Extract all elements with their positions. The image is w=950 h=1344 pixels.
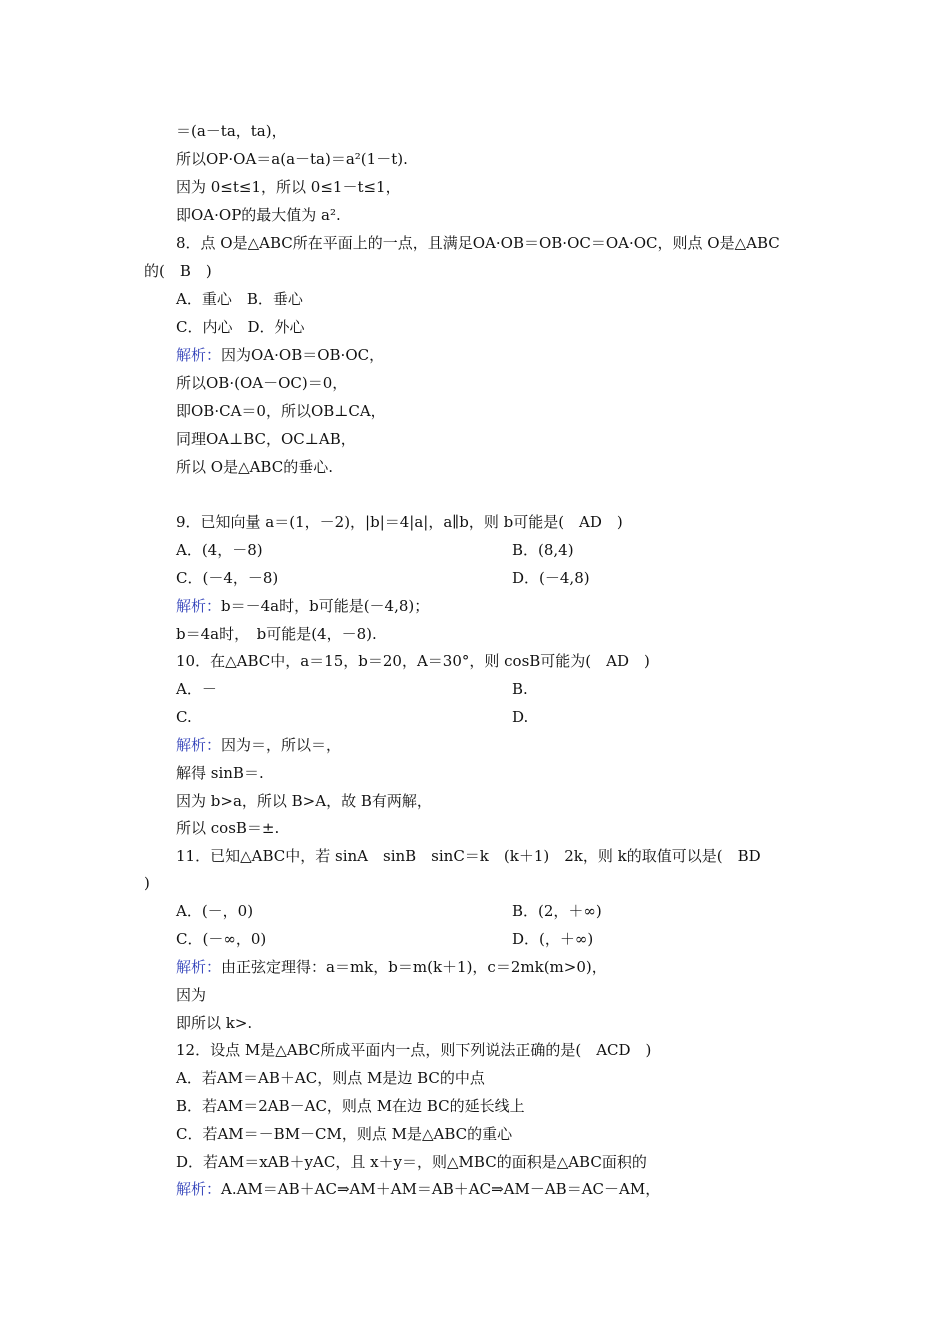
line-3 xyxy=(176,177,401,197)
option-b xyxy=(512,901,602,921)
question-8-stem-cont xyxy=(144,261,212,281)
solution-label: 解析： xyxy=(176,958,222,976)
solution-text: 由正弦定理得：a＝mk，b＝m(k＋1)，c＝2mk(m>0)， xyxy=(221,958,607,976)
option-a-text: A．－ xyxy=(176,680,217,698)
solution-line xyxy=(176,373,347,393)
solution-text: 所以 O是△ABC的垂心. xyxy=(176,458,333,476)
question-8-solution xyxy=(176,345,384,365)
solution-text: A.AM＝AB＋AC⇒AM＋AM＝AB＋AC⇒AM－AB＝AC－AM， xyxy=(221,1180,661,1198)
option-b xyxy=(176,1096,525,1116)
solution-text: 即OB·CA＝0，所以OB⊥CA， xyxy=(176,402,386,420)
question-8-answer: 的( B ) xyxy=(144,262,212,280)
option-a-text: A．若AM＝AB＋AC，则点 M是边 BC的中点 xyxy=(176,1069,485,1087)
option-b xyxy=(512,679,528,699)
question-10-stem xyxy=(176,651,650,671)
solution-label: 解析： xyxy=(176,597,222,615)
solution-label: 解析： xyxy=(176,1180,222,1198)
solution-text: 因为＝，所以＝， xyxy=(221,736,342,754)
line-1-text: ＝(a－ta，ta)， xyxy=(176,122,287,140)
option-a xyxy=(176,1068,485,1088)
option-d xyxy=(512,707,528,727)
solution-text: 因为 b>a，所以 B>A，故 B有两解， xyxy=(176,792,432,810)
solution-text: 所以 cosB＝±. xyxy=(176,819,280,837)
question-9-solution xyxy=(176,596,429,616)
solution-text: 因为 xyxy=(176,986,207,1004)
question-8-stem xyxy=(176,233,780,253)
option-d-text: D．(，＋∞) xyxy=(512,930,594,948)
option-a xyxy=(176,540,263,560)
solution-text: 即所以 k>. xyxy=(176,1014,253,1032)
question-8-options-cd xyxy=(176,317,305,337)
option-c xyxy=(176,568,278,588)
solution-text: 解得 sinB＝. xyxy=(176,764,264,782)
solution-line xyxy=(176,791,432,811)
option-d-text: D. xyxy=(512,708,529,726)
option-d-text: D．若AM＝xAB＋yAC，且 x＋y＝，则△MBC的面积是△ABC面积的 xyxy=(176,1153,647,1171)
question-12-text: 12．设点 M是△ABC所成平面内一点，则下列说法正确的是( ACD ) xyxy=(176,1041,652,1059)
option-a xyxy=(176,679,217,699)
line-3-text: 因为 0≤t≤1，所以 0≤1－t≤1， xyxy=(176,178,401,196)
question-8-text: 8．点 O是△ABC所在平面上的一点，且满足OA·OB＝OB·OC＝OA·OC，则点 O是△ABC xyxy=(176,234,780,252)
solution-line xyxy=(176,457,333,477)
question-12-stem xyxy=(176,1040,651,1060)
line-4-text: 即OA·OP的最大值为 a². xyxy=(176,206,341,224)
solution-line xyxy=(176,985,206,1005)
line-2 xyxy=(176,149,408,169)
question-11-text-end: ) xyxy=(144,874,150,892)
option-c-text: C．若AM＝－BM－CM，则点 M是△ABC的重心 xyxy=(176,1125,513,1143)
question-10-solution xyxy=(176,735,341,755)
question-11-text: 11．已知△ABC中，若 sinA sinB sinC＝k (k＋1) 2k，则 k的取值可以是( BD xyxy=(176,847,761,865)
option-d xyxy=(176,1152,647,1172)
option-c-text: C. xyxy=(176,708,192,726)
option-c-text: C．(－4，－8) xyxy=(176,569,279,587)
question-9-text: 9．已知向量 a＝(1，－2)，|b|＝4|a|，a∥b，则 b可能是( AD ) xyxy=(176,513,623,531)
option-d xyxy=(512,568,590,588)
solution-label: 解析： xyxy=(176,736,222,754)
question-9-stem xyxy=(176,512,623,532)
option-b-text: B．若AM＝2AB－AC，则点 M在边 BC的延长线上 xyxy=(176,1097,525,1115)
option-b xyxy=(512,540,574,560)
option-c xyxy=(176,1124,512,1144)
question-11-stem xyxy=(176,846,761,866)
solution-line xyxy=(176,1013,252,1033)
solution-line xyxy=(176,818,279,838)
solution-label: 解析： xyxy=(176,346,222,364)
option-b-text: B．(8,4) xyxy=(512,541,574,559)
option-c xyxy=(176,707,192,727)
solution-text: b＝－4a时，b可能是(－4,8)； xyxy=(221,597,430,615)
solution-line xyxy=(176,401,386,421)
option-a-text: A．(4，－8) xyxy=(176,541,263,559)
option-b-text: B. xyxy=(512,680,528,698)
option-b-text: B．(2，＋∞) xyxy=(512,902,602,920)
line-4 xyxy=(176,205,341,225)
line-1 xyxy=(176,121,287,141)
option-a-text: A．(－，0) xyxy=(176,902,254,920)
solution-line xyxy=(176,429,356,449)
options-text: C．内心 D．外心 xyxy=(176,318,305,336)
option-d xyxy=(512,929,593,949)
option-d-text: D．(－4,8) xyxy=(512,569,590,587)
question-11-solution xyxy=(176,957,607,977)
option-a xyxy=(176,901,253,921)
solution-text: 同理OA⊥BC，OC⊥AB， xyxy=(176,430,356,448)
option-c-text: C．(－∞，0) xyxy=(176,930,267,948)
question-10-text: 10．在△ABC中，a＝15，b＝20，A＝30°，则 cosB可能为( AD ) xyxy=(176,652,650,670)
solution-line xyxy=(176,624,377,644)
option-c xyxy=(176,929,266,949)
question-12-solution xyxy=(176,1179,660,1199)
question-11-stem-cont xyxy=(144,873,150,893)
line-2-text: 所以OP·OA＝a(a－ta)＝a²(1－t). xyxy=(176,150,408,168)
solution-text: 因为OA·OB＝OB·OC， xyxy=(221,346,385,364)
solution-line xyxy=(176,763,264,783)
solution-text: b＝4a时， b可能是(4，－8). xyxy=(176,625,377,643)
options-text: A．重心 B．垂心 xyxy=(176,290,303,308)
question-8-options-ab xyxy=(176,289,303,309)
solution-text: 所以OB·(OA－OC)＝0， xyxy=(176,374,348,392)
